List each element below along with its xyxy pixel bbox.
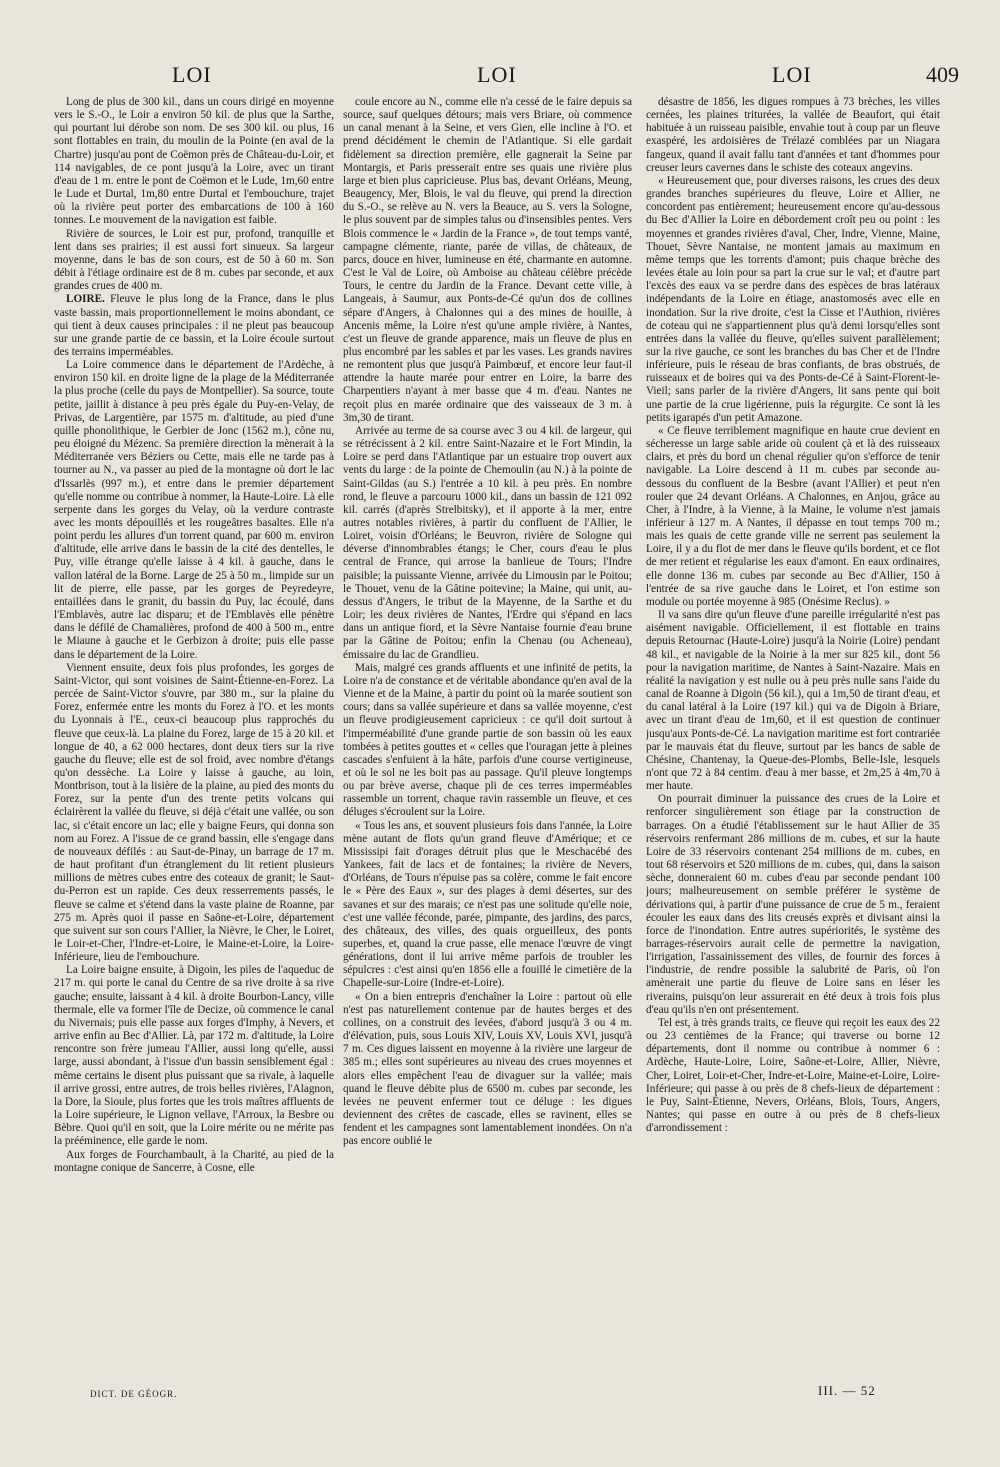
paragraph-text: désastre de 1856, les digues rompues à 73 brèches, les villes cernées, les plaines triturées, la vallée de Beaufort, qui était habituée à un ruisseau paisible, envahie tout à coup par un fleuve exaspéré, les ardoisières de Trélazé comblées par un Niagara fangeux, quand il avait fallu tant d'années et tant d'hommes pour creuser leurs cavernes dans le schiste des coteaux angevins. <box>646 96 940 174</box>
paragraph <box>646 793 940 1017</box>
running-head-center: LOI <box>477 62 517 87</box>
footer-sheet-number: III. — 52 <box>818 1383 876 1398</box>
paragraph <box>646 425 940 609</box>
footer-signature: DICT. DE GÉOGR. <box>90 1389 178 1399</box>
paragraph-text: Viennent ensuite, deux fois plus profondes, les gorges de Saint-Victor, qui sont voisines de Saint-Étienne-en-Forez. La percée de Saint-Victor s'ouvre, par 380 m., sur la plaine du Forez, enfermée entre les monts du Forez à l'O. et les monts du Lyonnais à l'E., ceux-ci beaucoup plus rapprochés du fleuve que ceux-là. La plaine du Forez, large de 15 à 20 kil. et longue de 40, a 62 000 hectares, dont deux tiers sur la rive gauche du fleuve; elle est de sol froid, avec nombre d'étangs qu'on dessèche. La Loire y laisse à gauche, au loin, Montbrison, tout à la lisière de la plaine, au pied des monts du Forez, sur la pente d'un des trente petits volcans qui éclairèrent la vallée du fleuve, si déjà c'était une vallée, ou son lac, si c'était encore un lac; elle y baigne Feurs, qui donna son nom au Forez. A l'issue de ce grand bassin, elle s'engage dans de nouveaux défilés : au Saut-de-Pinay, un barrage de 17 m. de haut profitant d'un étranglement du lit retient plusieurs millions de mètres cubes entre des coteaux de granit; le Saut-du-Perron est un rapide. Ces deux resserrements passés, le fleuve se calme et s'étend dans la vaste plaine de Roanne, par 275 m. Après quoi il passe en Saône-et-Loire, département que suivent sur son cours l'Allier, la Nièvre, le Cher, le Loiret, le Loir-et-Cher, l'Indre-et-Loire, le Maine-et-Loire, la Loire-Inférieure, lieu de l'embouchure. <box>54 661 334 964</box>
paragraph <box>343 820 632 991</box>
running-head-right: LOI <box>772 62 812 87</box>
paragraph-text: « Ce fleuve terriblement magnifique en haute crue devient en sécheresse un large sable aride où coulent çà et là des ruisseaux clairs, et près du bord un chenal régulier qu'on s'efforce de tenir navigable. La Loire descend à 11 m. cubes par seconde au-dessous du confluent de la Besbre (avant l'Allier) et peut n'en rouler que 24 devant Orléans. A Chalonnes, en Anjou, grâce au Cher, à l'Indre, à la Vienne, à la Maine, le volume n'est jamais inférieur à 127 m. A Nantes, il dépasse en tout temps 700 m.; mais les quais de cette grande ville ne serrent pas seulement la Loire, il y a du flot de mer dans le fleuve qu'ils bordent, et ce flot de mer retient et régularise les eaux d'amont. En eaux ordinaires, elle donne 136 m. cubes par seconde au Bec d'Allier, 150 à l'entrée de sa rive gauche dans le Loiret, et l'on estime son module ou portée moyenne à 985 (Onésime Reclus). » <box>646 424 940 608</box>
paragraph <box>54 293 334 359</box>
paragraph-text: Long de plus de 300 kil., dans un cours dirigé en moyenne vers le S.-O., le Loir a environ 50 kil. de plus que la Sarthe, qui pourtant lui dérobe son nom. De ses 300 kil. ou plus, 16 sont flottables en train, du moulin de la Pointe (en aval de la Chartre) jusqu'au pont de Coëmon près de Château-du-Loir, et 114 navigables, de ce pont jusqu'à la Loire, avec un tirant d'eau de 1 m. entre le pont de Coëmon et le Lude, 1m,60 entre le Lude et Durtal, 1m,80 entre Durtal et l'embouchure, trajet où la rivière peut porter des embarcations de 100 à 160 tonnes. Le mouvement de la navigation est faible. <box>54 96 334 227</box>
paragraph <box>343 425 632 662</box>
paragraph <box>646 175 940 425</box>
paragraph-text: Fleuve le plus long de la France, dans le plus vaste bassin, mais proportionnellement le moins abondant, ce qui tient à deux causes principales : il ne pleut pas beaucoup sur une grande partie de ce bassin, et la Loire écoule surtout des terrains imperméables. <box>54 293 334 358</box>
paragraph-text: Tel est, à très grands traits, ce fleuve qui reçoit les eaux des 22 ou 23 centièmes de la France; qui traverse ou borne 12 départements, dont il nomme ou contribue à nommer 6 : Ardèche, Haute-Loire, Loire, Saône-et-Loire, Allier, Nièvre, Cher, Loiret, Loir-et-Cher, Indre-et-Loire, Maine-et-Loire, Loire-Inférieure; qui passe à ou près de 8 chefs-lieux de département : le Puy, Saint-Étienne, Nevers, Orléans, Blois, Tours, Angers, Nantes; qui passe en outre à ou près de 8 chefs-lieux d'arrondissement : <box>646 1016 940 1135</box>
paragraph-text: « On a bien entrepris d'enchaîner la Loire : partout où elle n'est pas naturellement contenue par de hautes berges et des collines, on a construit des levées, d'abord jusqu'à 3 ou 4 m. d'élévation, puis, sous Louis XIV, Louis XV, Louis XVI, jusqu'à 7 m. Ces digues laissent en moyenne à la rivière une largeur de 385 m.; elles sont supérieures au niveau des crues moyennes et alors elles empêchent l'eau de divaguer sur la vallée; mais quand le fleuve débite plus de 6500 m. cubes par seconde, les levées ne peuvent enfermer tout ce déluge : les digues deviennent des crêtes de cascade, elles se ravinent, elles se fendent et les campagnes sont lamentablement inondées. On n'a pas encore oublié le <box>343 990 632 1148</box>
text-column-1 <box>54 96 334 1378</box>
text-column-3 <box>646 96 940 1378</box>
paragraph <box>646 96 940 175</box>
paragraph-text: coule encore au N., comme elle n'a cessé de le faire depuis sa source, sauf quelques détours; mais vers Briare, où commence un canal menant à la Seine, et vers Gien, elle incline à l'O. et prend décidément le chemin de l'Atlantique. Si elle gardait fidèlement sa direction première, elle gagnerait la Seine par Montargis, et Paris presserait entre ses quais une rivière plus large et bien plus capricieuse. Plus bas, devant Orléans, Meung, Beaugency, Mer, Blois, le val du fleuve, qui prend la direction du S.-O., se relève au N. vers la Beauce, au S. vers la Sologne, le plus souvent par de simples talus ou d'insensibles pentes. Vers Blois commence le « Jardin de la France », de tout temps vanté, campagne clémente, riante, parée de villas, de châteaux, de parcs, douce en hiver, lumineuse en été, charmante en automne. C'est le Val de Loire, où Amboise au château célèbre précède Tours, le centre du Jardin de la France. Devant cette ville, à Langeais, à Saumur, aux Ponts-de-Cé qu'un dos de collines sépare d'Angers, à Chalonnes qui a des mines de houille, à Ancenis même, la Loire n'est qu'une ample rivière, à Nantes, c'est un fleuve de grande apparence, mais un fleuve de plus en plus encombré par les sables et par les vases. Les grands navires ne remontent plus que jusqu'à Paimbœuf, et encore leur faut-il attendre la haute marée pour entrer en Loire, la barre des Charpentiers n'ayant à mer basse que 4 m. d'eau. Nantes ne reçoit plus en marée ordinaire que des vaisseaux de 3 m. à 3m,30 de tirant. <box>343 96 632 424</box>
paragraph-text: « Tous les ans, et souvent plusieurs fois dans l'année, la Loire mène autant de flots qu'un grand fleuve d'Amérique; et ce Mississipi fait d'orages détruit plus que le Meschacébé des Yankees, fait de lacs et de fontaines; la rivière de Nevers, d'Orléans, de Tours n'épuise pas sa colère, comme le fait encore le « Père des Eaux », sur des plages à demi désertes, sur des savanes et sur des marais; ce n'est pas une solitude qu'elle noie, c'est une vallée féconde, parée, pimpante, des jardins, des parcs, des châteaux, des villes, des quais orgueilleux, des ponts superbes, et, quand la crue passe, elle menace l'œuvre de vingt générations, dont il lui arrive même parfois de troubler les sépulcres : c'est ainsi qu'en 1856 elle a fouillé le cimetière de la Chapelle-sur-Loire (Indre-et-Loire). <box>343 819 632 990</box>
paragraph <box>54 96 334 228</box>
paragraph <box>343 991 632 1149</box>
paragraph <box>646 1017 940 1135</box>
paragraph <box>646 609 940 793</box>
paragraph <box>54 228 334 294</box>
running-head-left: LOI <box>172 62 212 87</box>
paragraph <box>343 96 632 425</box>
page-number: 409 <box>926 62 959 87</box>
paragraph <box>54 1149 334 1175</box>
paragraph <box>54 662 334 965</box>
paragraph-text: Arrivée au terme de sa course avec 3 ou 4 kil. de largeur, qui se rétrécissent à 2 kil. entre Saint-Nazaire et le Fort Mindin, la Loire se perd dans l'Atlantique par un estuaire trop ouvert aux vents du large : de la pointe de Chemoulin (au N.) à la pointe de Saint-Gildas (au S.) l'entrée a 10 kil. à peu près. En nombre rond, le fleuve a parcouru 1000 kil., dans un bassin de 121 092 kil. carrés (d'après Strelbitsky), et il apporte à la mer, entre autres notables rivières, à partir du confluent de l'Allier, le Loiret, voisin d'Orléans; le Beuvron, rivière de Sologne qui déverse d'innombrables étangs; le Cher, cours d'eau le plus central de France, qui arrose la banlieue de Tours; l'Indre paisible; la puissante Vienne, arrivée du Limousin par le Poitou; le Thouet, venu de la Gâtine poitevine; la Maine, qui unit, au-dessus d'Angers, le tribut de la Mayenne, de la Sarthe et du Loir; les deux rivières de Nantes, l'Erdre qui s'épand en lacs dans un antique fiord, et la Sèvre Nantaise fournie d'eau brune par la Gâtine de Poitou; enfin la Chenau (ou Acheneau), émissaire du lac de Grandlieu. <box>343 424 632 661</box>
paragraph-text: La Loire baigne ensuite, à Digoin, les piles de l'aqueduc de 217 m. qui porte le canal du Centre de sa rive droite à sa rive gauche; ensuite, laissant à 4 kil. à droite Bourbon-Lancy, ville thermale, elle va former l'île de Decize, où commence le canal du Nivernais; puis elle passe aux forges d'Imphy, à Nevers, et arrive enfin au Bec d'Allier. Là, par 172 m. d'altitude, la Loire rencontre son frère jumeau l'Allier, aussi long qu'elle, aussi large, aussi abondant, à l'issue d'un bassin sensiblement égal : même certains le disent plus puissant que sa rivale, à laquelle il arrive grossi, entre autres, de trois belles rivières, l'Alagnon, la Dore, la Sioule, plus fortes que les trois maîtres affluents de la Loire supérieure, le Lignon vellave, l'Arroux, la Besbre ou Bèbre. Quoi qu'il en soit, que la Loire mérite ou ne mérite pas la prééminence, elle garde le nom. <box>54 964 334 1148</box>
paragraph <box>343 662 632 820</box>
paragraph-text: Rivière de sources, le Loir est pur, profond, tranquille et lent dans ses prairies; il est aussi fort sinueux. Sa largeur moyenne, dans le bas de son cours, est de 50 à 60 m. Son débit à l'étiage ordinaire est de 8 m. cubes par seconde, et aux grandes crues de 400 m. <box>54 227 334 293</box>
entry-headword: LOIRE. <box>66 293 105 306</box>
paragraph-text: Il va sans dire qu'un fleuve d'une pareille irrégularité n'est pas aisément navigable. Officiellement, il est flottable en trains depuis Retournac (Haute-Loire) jusqu'à la Noirie (Loire) pendant 48 kil., et navigable de la Noirie à la mer sur 825 kil., dont 56 pour la navigation maritime, de Nantes à Saint-Nazaire. Mais en réalité la navigation y est nulle ou à peu près nulle sans l'aide du canal de Roanne à Digoin (56 kil.), qui a 1m,50 de tirant d'eau, et du canal latéral à la Loire (197 kil.) qui va de Digoin à Briare, avec un tirant d'eau de 1m,60, et il est question de continuer jusqu'aux Ponts-de-Cé. La navigation maritime est fort contrariée par le mauvais état du fleuve, surtout par les bancs de sable de Chésine, Chantenay, la Queue-des-Plombs, Belle-Isle, lesquels n'ont que 72 à 84 centim. d'eau à mer basse, et 2m,25 à 4m,70 à mer haute. <box>646 609 940 793</box>
text-column-2 <box>343 96 632 1378</box>
paragraph-text: Aux forges de Fourchambault, à la Charité, au pied de la montagne conique de Sancerre, à Cosne, elle <box>54 1148 334 1174</box>
paragraph-text: « Heureusement que, pour diverses raisons, les crues des deux grandes branches supérieures du fleuve, Loire et Allier, ne concordent pas entièrement; heureusement encore qu'au-dessous du Bec d'Allier la Loire en débordement croît peu ou point : les moyennes et grandes rivières d'aval, Cher, Indre, Vienne, Maine, Thouet, Sèvre Nantaise, ne montent jamais au maximum en même temps que les torrents d'amont; puis chaque brèche des levées étale au loin pour sa part la crue sur le val; et d'autre part l'excès des eaux va se perdre dans des espèces de bras latéraux indépendants de la Loire en étiage, anastomosés avec elle en inondation. Sur la rive droite, c'est la Cisse et l'Authion, rivières de coteau qui ne s'appartiennent plus qu'à demi lorsqu'elles sont entrées dans la vallée du fleuve, qu'elles suivent parallèlement; sur la rive gauche, ce sont les branches du bas Cher et de l'Indre inférieure, puis le réseau de bras confiants, de bras obstrués, de ruisseaux et de boires qui va des Ponts-de-Cé à Saint-Florent-le-Vieil; sans parler de la rivière d'Angers, lit sans pente qui boit une partie de la crue ligérienne, puis la régurgite. Ce sont là les petits igarapés d'un petit Amazone. <box>646 174 940 424</box>
paragraph <box>54 359 334 662</box>
paragraph-text: La Loire commence dans le département de l'Ardèche, à environ 150 kil. en droite ligne de la plage de la Méditerranée la plus proche (celle du pays de Montpellier). Sa source, toute petite, jaillit à distance à peu près égale du Puy-en-Velay, de Privas, de Largentière, par 1575 m. d'altitude, au pied d'une quille phonolithique, le Gerbier de Jonc (1562 m.), cône nu, peu éloigné du Mézenc. Sa première direction la mènerait à la Méditerranée vers Béziers ou Cette, mais elle ne tarde pas à tourner au N., va passer au pied de la montagne où dort le lac d'Issarlès (997 m.), et entre dans le premier département qu'elle nomme ou contribue à nommer, la Haute-Loire. Là elle serpente dans les gorges du Velay, où la verdure contraste avec les monts dépouillés et les rougeâtres basaltes. Elle n'a point perdu les allures d'un torrent quand, par 600 m. environ d'altitude, elle arrive dans le bassin de la cité des dentelles, le Puy, ville étrange qu'elle laisse à 4 kil. à gauche, dans le vallon latéral de la Borne. Large de 25 à 50 m., limpide sur un lit de pierre, elle passe, par les gorges de Peyredeyre, entaillées dans le granit, du bassin du Puy, lac écoulé, dans l'Emblavès, autre lac disparu; et de l'Emblavès elle pénètre dans le défilé de Chamalières, profond de 400 à 500 m., entre le Miaune à gauche et le Gerbizon à droite; puis elle passe dans le département de la Loire. <box>54 359 334 661</box>
paragraph-text: Mais, malgré ces grands affluents et une infinité de petits, la Loire n'a de constance et de véritable abondance qu'en aval de la Vienne et de la Maine, à partir du point où la marée soutient son cours; dans sa vallée supérieure et dans sa vallée moyenne, c'est un fleuve prodigieusement capricieux : ce qu'il doit surtout à l'imperméabilité d'une grande partie de son bassin où les eaux tombées à petites gouttes et « celles que l'ouragan jette à pleines cascades s'enfuient à la hâte, parfois d'une course vertigineuse, et où le sol ne les boit pas au passage. Qu'il pleuve longtemps ou par brève averse, chaque pli de ces terres imperméables rassemble un torrent, chaque ravin rassemble un fleuve, et ces déluges s'écroulent sur la Loire. <box>343 661 632 819</box>
paragraph <box>54 964 334 1148</box>
paragraph-text: On pourrait diminuer la puissance des crues de la Loire et renforcer singulièrement son étiage par la construction de barrages. On a étudié l'établissement sur le haut Allier de 35 réservoirs renfermant 286 millions de m. cubes, et sur la haute Loire de 33 réservoirs contenant 254 millions de m. cubes, en tout 68 réservoirs et 520 millions de m. cubes, qui, dans la saison sèche, donneraient 60 m. cubes d'eau par seconde pendant 100 jours; malheureusement on semble préférer le système de dérivations qui, à partir d'une puissance de crue de 5 m., feraient écouler les eaux dans des lits creusés exprès et divisant ainsi la force de l'inondation. Entre autres supériorités, le système des barrages-réservoirs aurait celle de permettre la navigation, l'irrigation, l'assainissement des villes, de fournir des forces à l'industrie, de rendre possible la salubrité de Paris, où l'on amènerait une partie du fleuve de Loire sans en léser les riverains, puisqu'on leur assurerait en été deux à trois fois plus d'eau qu'ils n'en ont présentement. <box>646 793 940 1016</box>
